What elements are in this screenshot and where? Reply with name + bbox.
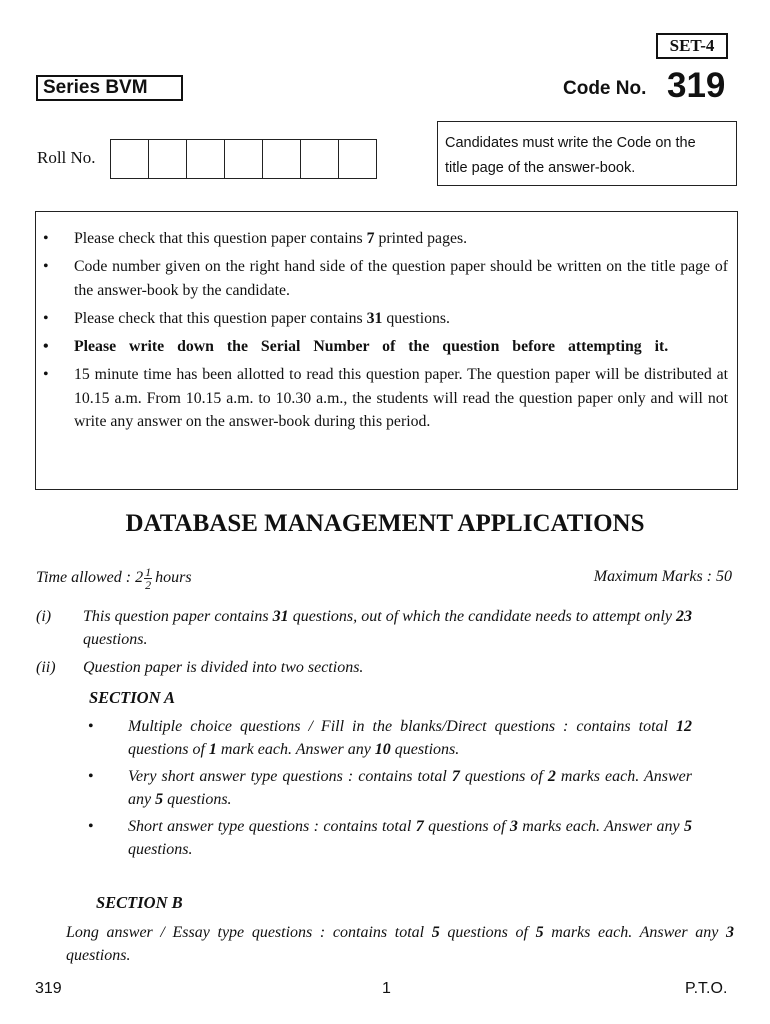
section-b-text: Long answer / Essay type questions : contains total 5 questions of 5 marks each. Answer any 3 questions. (66, 924, 735, 964)
general-instruction-i: (i) This question paper contains 31 questions, out of which the candidate needs to attempt only 23 questions. (36, 608, 693, 648)
roll-box (300, 139, 339, 179)
roll-box (224, 139, 263, 179)
page-title: DATABASE MANAGEMENT APPLICATIONS (125, 510, 645, 537)
section-a-item: • Multiple choice questions / Fill in the blanks/Direct questions : contains total 12 questions of 1 mark each. Answer any 10 questions. (88, 715, 692, 761)
bullet-icon: • (43, 366, 49, 384)
candidate-note-box (437, 121, 737, 186)
bullet-icon: • (88, 718, 94, 735)
footer-page-number: 1 (382, 980, 391, 997)
instruction-item: • Code number given on the right hand side of the question paper should be written on the title page of the answer-book by the candidate. (45, 255, 728, 302)
footer-code: 319 (35, 980, 62, 997)
time-allowed: Time allowed : 2 $\frac{1}{2}$ hours (36, 565, 192, 592)
bullet-icon: • (88, 768, 94, 785)
set-label: SET-4 (656, 33, 728, 59)
bullet-icon: • (88, 818, 94, 835)
section-a-list (88, 715, 692, 865)
time-row (36, 566, 732, 591)
roll-number-boxes (110, 139, 376, 179)
roll-box (262, 139, 301, 179)
roll-box (110, 139, 149, 179)
bullet-icon: • (43, 230, 49, 247)
candidate-note-line: title page of the answer-book. (445, 160, 636, 176)
maximum-marks: Maximum Marks : 50 (593, 568, 732, 585)
bullet-icon: • (43, 338, 49, 356)
series-label: Series BVM (36, 75, 183, 101)
roll-box (186, 139, 225, 179)
candidate-note-line: Candidates must write the Code on the (445, 135, 696, 151)
instruction-item: • 15 minute time has been allotted to read this question paper. The question paper will be distributed at 10.15 a.m. From 10.15 a.m. to 10.30 a.m., the students will read the question paper only and will not write any answer on the answer-book during this period. (45, 363, 728, 433)
section-a-item: • Short answer type questions : contains total 7 questions of 3 marks each. Answer any 5 questions. (88, 815, 692, 861)
roll-label: Roll No. (37, 148, 96, 167)
code-label: Code No. (563, 78, 647, 99)
bullet-icon: • (43, 309, 49, 327)
roll-box (148, 139, 187, 179)
instruction-item: • Please check that this question paper contains 7 printed pages. (45, 227, 728, 250)
roll-box (338, 139, 377, 179)
footer-pto: P.T.O. (685, 980, 728, 997)
code-number: 319 (667, 66, 726, 105)
general-instruction-ii: (ii) Question paper is divided into two sections. (36, 659, 364, 676)
section-a-item: • Very short answer type questions : contains total 7 questions of 2 marks each. Answer any 5 questions. (88, 765, 692, 811)
instruction-item: • Please check that this question paper contains 31 questions. (45, 307, 728, 330)
section-b-heading: SECTION B (96, 893, 183, 912)
instructions-box (35, 211, 738, 490)
section-a-heading: SECTION A (89, 688, 176, 707)
bullet-icon: • (43, 258, 49, 276)
fraction: $\frac{1}{2}$ (145, 565, 152, 592)
instruction-item: • Please write down the Serial Number of the question before attempting it. (45, 335, 728, 358)
